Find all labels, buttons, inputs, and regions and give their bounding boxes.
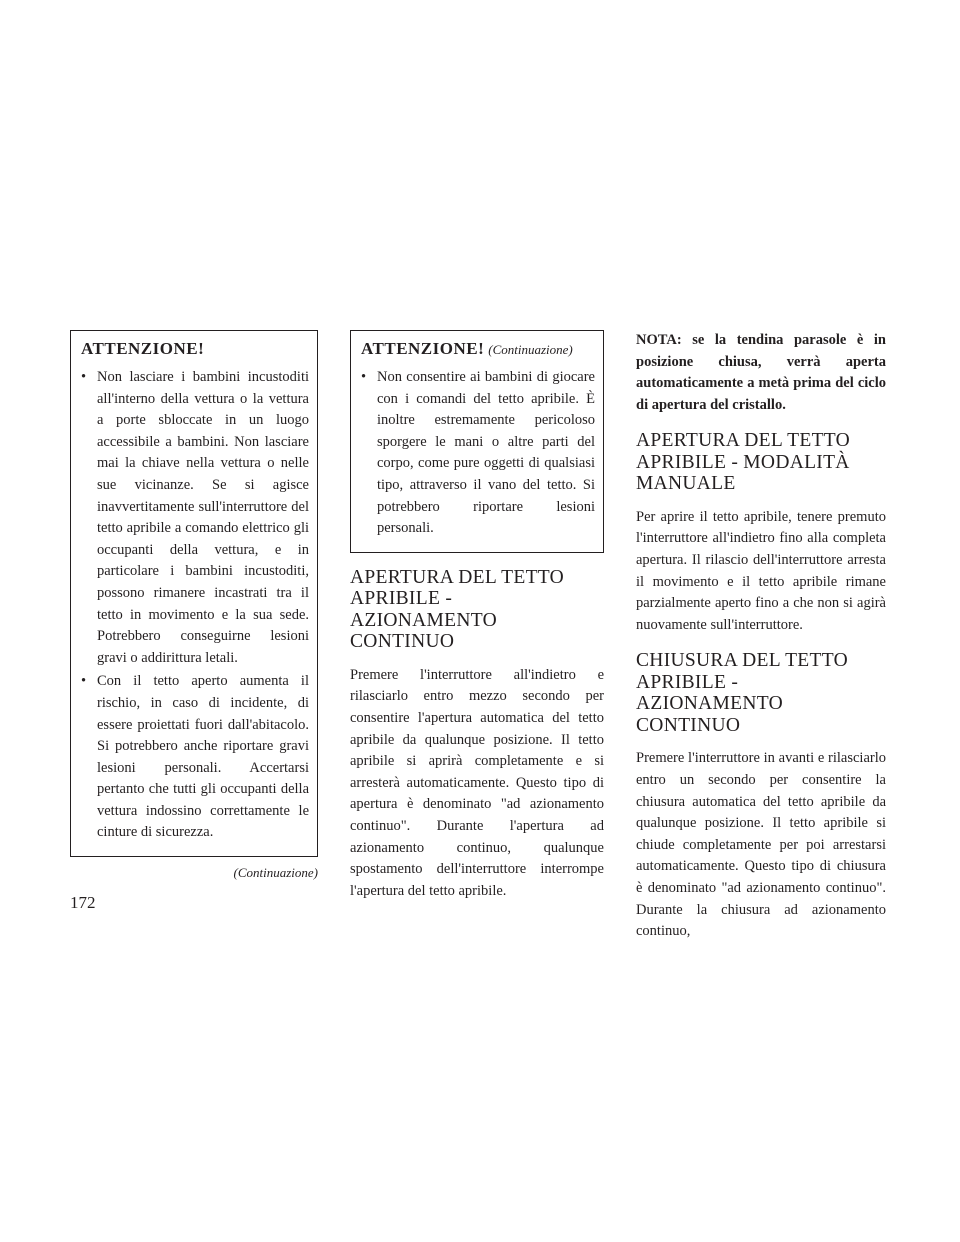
warning-bullet (81, 671, 309, 844)
bullet-icon: • (81, 673, 87, 690)
heading-line: APERTURA DEL TETTO (636, 430, 851, 452)
warning-title (361, 339, 595, 359)
heading-line: APERTURA DEL TETTO (350, 566, 565, 588)
heading-line: MANUALE (636, 473, 736, 495)
warning-bullet-text: Non lasciare i bambini incustoditi all'interno della vettura o la vettura a porte sbloccate in un luogo accessibile a bambini. Non lasciare mai la chiave nella vettura o nelle sue vicinanze. Se si agisce inavvertitamente sull'interruttore del tetto apribile a comando elettrico gli occupanti della vettura, e in particolare i bambini incustoditi, possono rimanere incastrati tra il tetto in movimento e la sua sede. Potrebbero conseguirne lesioni gravi o addirittura letali. (97, 369, 309, 666)
heading-line: APRIBILE - (636, 671, 739, 693)
heading-line: APRIBILE - (350, 588, 453, 610)
left-column (70, 330, 318, 881)
section-heading (350, 567, 604, 653)
note-paragraph: NOTA: se la tendina parasole è in posizione chiusa, verrà aperta automaticamente a metà prima del ciclo di apertura del cristallo. (636, 332, 886, 413)
right-column (636, 330, 886, 943)
section-heading (636, 650, 886, 736)
section-paragraph: Premere l'interruttore in avanti e rilasciarlo entro un secondo per consentire la chiusura automatica del tetto apribile da qualunque posizione. Il tetto apribile si chiude completamente per poi arrestarsi automaticamente. Questo tipo di chiusura è denominato "ad azionamento continuo". Durante la chiusura ad azionamento continuo, (636, 750, 886, 940)
warning-title-text: ATTENZIONE! (361, 339, 485, 358)
bullet-icon: • (361, 369, 367, 385)
warning-bullet-text: Non consentire ai bambini di giocare con i comandi del tetto apribile. È inoltre estremamente pericoloso sporgere le mani o altre parti del corpo, come pure oggetti di qualsiasi tipo, attraverso il vano del tetto. Si potrebbero riportare lesioni personali. (377, 369, 595, 537)
warning-bullet-text: Con il tetto aperto aumenta il rischio, in caso di incidente, di essere proiettati fuori dall'abitacolo. Si potrebbero anche riportare gravi lesioni personali. Accertarsi pertanto che tutti gli occupanti della vettura indossino correttamente le cinture di sicurezza. (97, 673, 309, 841)
heading-line: CHIUSURA DEL TETTO (636, 650, 848, 672)
page-number: 172 (70, 893, 96, 912)
continuation-note: (Continuazione) (233, 865, 318, 881)
section-paragraph: Premere l'interruttore all'indietro e rilasciarlo entro mezzo secondo per consentire l'apertura automatica del tetto apribile da qualunque posizione. Il tetto apribile si aprirà completamente e si arresterà automaticamente. Questo tipo di apertura è denominato "ad azionamento continuo". Durante l'apertura ad azionamento continuo, qualunque spostamento dell'interruttore interrompe l'apertura del tetto apribile. (350, 666, 604, 899)
section-heading (636, 430, 886, 495)
warning-box-continued (350, 330, 604, 553)
heading-line: AZIONAMENTO CONTINUO (350, 609, 498, 653)
warning-box (70, 330, 318, 857)
warning-bullet (81, 367, 309, 669)
heading-line: APRIBILE - MODALITÀ (636, 451, 850, 473)
bullet-icon: • (81, 369, 87, 385)
warning-bullet (361, 367, 595, 540)
heading-line: AZIONAMENTO CONTINUO (636, 693, 784, 736)
warning-title: ATTENZIONE! (81, 339, 205, 358)
section-paragraph: Per aprire il tetto apribile, tenere premuto l'interruttore all'indietro fino alla completa apertura. Il rilascio dell'interruttore arresta il movimento e il tetto apribile rimane parzialmente aperto fino a che non si agirà nuovamente sull'interruttore. (636, 508, 886, 633)
middle-column (350, 330, 604, 902)
warning-continuation-label: (Continuazione) (488, 342, 573, 357)
